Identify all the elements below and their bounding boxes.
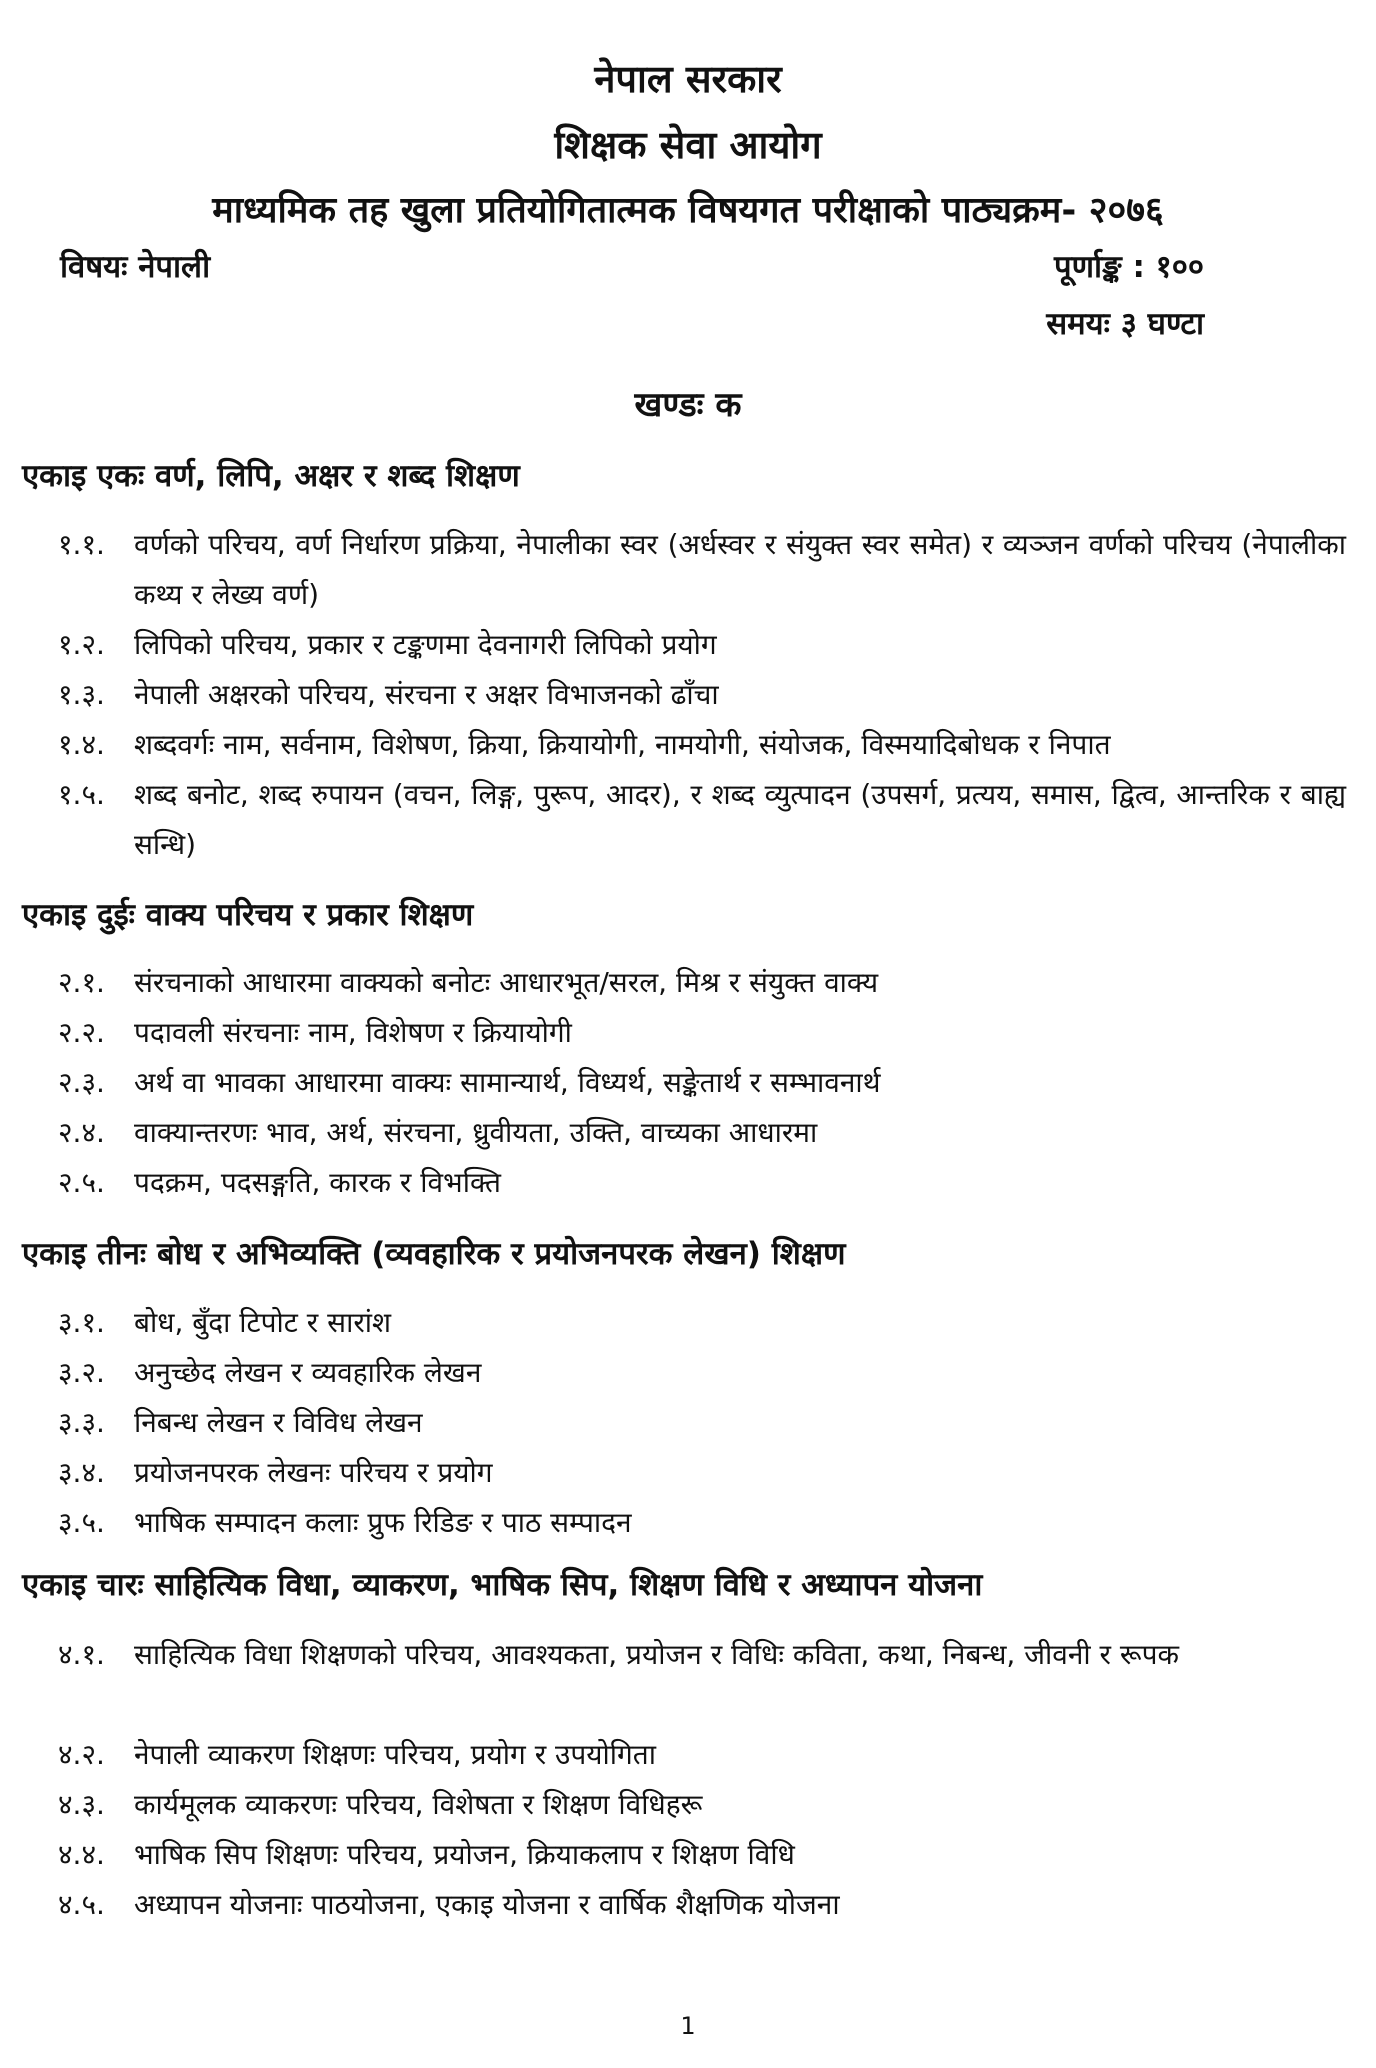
item-number: ३.२. — [58, 1356, 105, 1389]
syllabus-item — [58, 670, 1346, 720]
item-number: २.५. — [58, 1166, 105, 1199]
syllabus-item — [58, 720, 1346, 770]
item-text: नेपाली व्याकरण शिक्षणः परिचय, प्रयोग र उपयोगिता — [134, 1738, 657, 1771]
syllabus-item — [58, 1058, 1346, 1108]
syllabus-item — [58, 1630, 1346, 1680]
item-text: कार्यमूलक व्याकरणः परिचय, विशेषता र शिक्षण विधिहरू — [134, 1788, 703, 1821]
unit-heading: एकाइ चारः साहित्यिक विधा, व्याकरण, भाषिक सिप, शिक्षण विधि र अध्यापन योजना — [22, 1567, 983, 1603]
item-number: ४.५. — [58, 1888, 105, 1921]
item-number: ४.३. — [58, 1788, 105, 1821]
syllabus-item — [58, 1498, 1346, 1548]
item-text: पदक्रम, पदसङ्गति, कारक र विभक्ति — [134, 1166, 501, 1199]
item-text: नेपाली अक्षरको परिचय, संरचना र अक्षर विभाजनको ढाँचा — [134, 678, 719, 711]
item-text: लिपिको परिचय, प्रकार र टङ्कणमा देवनागरी लिपिको प्रयोग — [134, 628, 717, 661]
government-heading: नेपाल सरकार — [594, 57, 782, 101]
subject-label: विषयः नेपाली — [60, 249, 211, 285]
section-heading: खण्डः क — [634, 385, 742, 425]
item-text: वर्णको परिचय, वर्ण निर्धारण प्रक्रिया, नेपालीका स्वर (अर्धस्वर र संयुक्त स्वर समेत) र व्यञ्जन वर्णको परिचय (नेपालीका कथ्य र लेख्य वर्ण) — [134, 528, 1346, 611]
full-marks-label: पूर्णाङ्क : १०० — [1053, 249, 1204, 285]
syllabus-item — [58, 770, 1346, 870]
syllabus-item — [58, 958, 1346, 1008]
syllabus-item — [58, 1298, 1346, 1348]
item-text: भाषिक सम्पादन कलाः प्रुफ रिडिङ र पाठ सम्पादन — [134, 1506, 632, 1539]
time-label: समयः ३ घण्टा — [1046, 306, 1204, 342]
syllabus-item — [58, 1730, 1346, 1780]
item-text: अर्थ वा भावका आधारमा वाक्यः सामान्यार्थ, विध्यर्थ, सङ्केतार्थ र सम्भावनार्थ — [134, 1066, 881, 1099]
item-text: संरचनाको आधारमा वाक्यको बनोटः आधारभूत/सरल, मिश्र र संयुक्त वाक्य — [134, 966, 879, 999]
item-number: ४.४. — [58, 1838, 105, 1871]
unit-heading: एकाइ एकः वर्ण, लिपि, अक्षर र शब्द शिक्षण — [22, 458, 520, 494]
syllabus-item — [58, 1830, 1346, 1880]
item-number: ३.१. — [58, 1306, 105, 1339]
item-number: २.४. — [58, 1116, 105, 1149]
syllabus-item — [58, 1880, 1346, 1930]
syllabus-item — [58, 1398, 1346, 1448]
item-text: शब्दवर्गः नाम, सर्वनाम, विशेषण, क्रिया, क्रियायोगी, नामयोगी, संयोजक, विस्मयादिबोधक र निपात — [134, 728, 1111, 761]
syllabus-item — [58, 1158, 1346, 1208]
item-number: ४.१. — [58, 1638, 105, 1671]
syllabus-item — [58, 1448, 1346, 1498]
item-text: साहित्यिक विधा शिक्षणको परिचय, आवश्यकता, प्रयोजन र विधिः कविता, कथा, निबन्ध, जीवनी र रूपक — [134, 1638, 1180, 1671]
item-number: १.५. — [58, 778, 105, 811]
syllabus-item — [58, 1008, 1346, 1058]
item-text: प्रयोजनपरक लेखनः परिचय र प्रयोग — [134, 1456, 493, 1489]
item-number: २.२. — [58, 1016, 105, 1049]
item-text: भाषिक सिप शिक्षणः परिचय, प्रयोजन, क्रियाकलाप र शिक्षण विधि — [134, 1838, 795, 1871]
unit-heading: एकाइ तीनः बोध र अभिव्यक्ति (व्यवहारिक र प्रयोजनपरक लेखन) शिक्षण — [22, 1236, 846, 1272]
item-number: ३.३. — [58, 1406, 105, 1439]
item-number: १.३. — [58, 678, 105, 711]
syllabus-item — [58, 1108, 1346, 1158]
item-text: शब्द बनोट, शब्द रुपायन (वचन, लिङ्ग, पुरूप, आदर), र शब्द व्युत्पादन (उपसर्ग, प्रत्यय, समास, द्वित्व, आन्तरिक र बाह्य सन्धि) — [134, 778, 1346, 861]
item-text: वाक्यान्तरणः भाव, अर्थ, संरचना, ध्रुवीयता, उक्ति, वाच्यका आधारमा — [134, 1116, 818, 1149]
item-text: निबन्ध लेखन र विविध लेखन — [134, 1406, 423, 1439]
item-number: २.१. — [58, 966, 105, 999]
item-text: अनुच्छेद लेखन र व्यवहारिक लेखन — [134, 1356, 482, 1389]
syllabus-item — [58, 620, 1346, 670]
item-text: पदावली संरचनाः नाम, विशेषण र क्रियायोगी — [134, 1016, 572, 1049]
page-number: 1 — [680, 2012, 696, 2040]
item-text: अध्यापन योजनाः पाठयोजना, एकाइ योजना र वार्षिक शैक्षणिक योजना — [134, 1888, 840, 1921]
item-number: १.२. — [58, 628, 105, 661]
syllabus-item — [58, 1348, 1346, 1398]
syllabus-title: माध्यमिक तह खुला प्रतियोगितात्मक विषयगत परीक्षाको पाठ्यक्रम- २०७६ — [212, 190, 1164, 231]
item-number: २.३. — [58, 1066, 105, 1099]
unit-heading: एकाइ दुईः वाक्य परिचय र प्रकार शिक्षण — [22, 897, 474, 933]
item-number: १.४. — [58, 728, 105, 761]
item-number: ३.५. — [58, 1506, 105, 1539]
item-number: ३.४. — [58, 1456, 105, 1489]
item-number: १.१. — [58, 528, 105, 561]
syllabus-item — [58, 1780, 1346, 1830]
item-number: ४.२. — [58, 1738, 105, 1771]
syllabus-item — [58, 520, 1346, 620]
item-text: बोध, बुँदा टिपोट र सारांश — [134, 1306, 392, 1339]
commission-heading: शिक्षक सेवा आयोग — [554, 123, 822, 167]
